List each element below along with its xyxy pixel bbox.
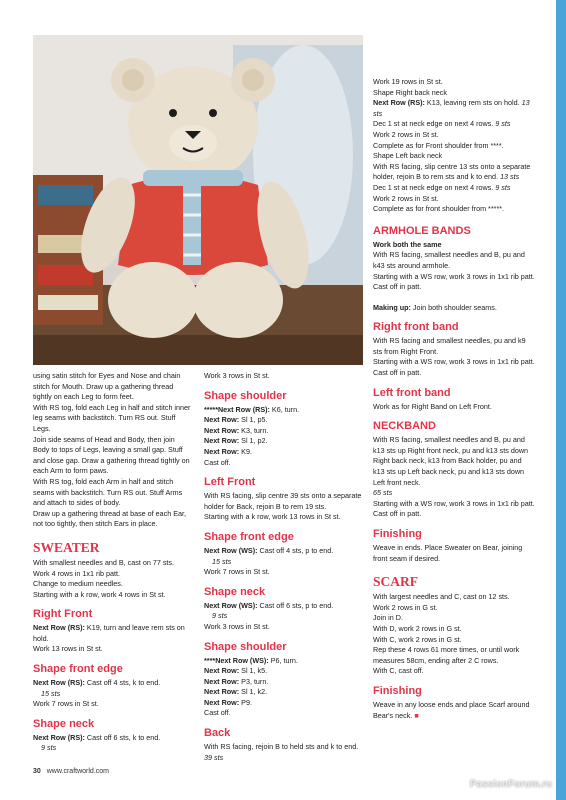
stitch-count: 65 sts bbox=[373, 488, 393, 498]
cast-off-text: Cast off. bbox=[204, 457, 231, 467]
shape-neck-heading: Shape neck bbox=[33, 717, 95, 730]
text-line: Shape Left back neck bbox=[373, 151, 443, 161]
shape-neck-heading: Shape neck bbox=[204, 585, 266, 598]
row-instruction: Next Row: Sl 1, p5. bbox=[204, 415, 268, 425]
right-front-row-1: Next Row (RS): K19, turn and leave rem sts on hold. bbox=[33, 623, 185, 643]
text-line: Shape Right back neck bbox=[373, 87, 447, 97]
sweater-heading: SWEATER bbox=[33, 539, 100, 555]
shape-front-edge-heading: Shape front edge bbox=[33, 663, 123, 676]
row-instruction: Next Row: P9. bbox=[204, 697, 252, 707]
finishing-text: Weave in ends. Place Sweater on Bear, joining front seam if desired. bbox=[373, 543, 523, 563]
shape-shoulder-heading: Shape shoulder bbox=[204, 389, 287, 402]
page-number: 30 bbox=[33, 768, 41, 775]
row-instruction: Next Row: Sl 1, k5. bbox=[204, 666, 268, 676]
text-line: Complete as for front shoulder from *****. bbox=[373, 204, 505, 214]
intro-text: using satin stitch for Eyes and Nose and chain stitch for Mouth. Draw up a gathering thread tightly on each Leg to form feet. With RS tog, fold each Leg in half and stitch inner leg seams with backstitch. Turn RS out. Stuff Legs. Join side seams of Head and Body, then join Body to tops of Legs, leaving a small gap. Stuff and close gap. Draw a gathering thread tightly on each Arm to form paws. With RS tog, fold each Arm in half and stitch seams with backstitch. Turn RS out. Stuff Arms and attach to sides of body. Draw up a gathering thread at base of each Ear, not too tightly, then stitch Ears in place. bbox=[33, 371, 191, 529]
row-instruction: Next Row (WS): Cast off 4 sts, p to end. bbox=[204, 545, 334, 555]
text-line: Dec 1 st at neck edge on next 4 rows. 9 sts bbox=[373, 119, 511, 129]
scarf-text: With largest needles and C, cast on 12 sts. Work 2 rows in G st. Join in D. With D, work 2 rows in G st. With C, work 2 rows in G st. Rep these 4 rows 61 more times, or until work measures 58cm, ending after 2 C rows. With C, cast off. bbox=[373, 592, 520, 676]
finishing-text-2: Weave in any loose ends and place Scarf around Bear's neck. ■ bbox=[373, 699, 530, 720]
col2-top-text: Work 3 rows in St st. bbox=[204, 371, 270, 380]
cast-off-text: Cast off. bbox=[204, 708, 231, 718]
row-instruction: *****Next Row (RS): K6, turn. bbox=[204, 404, 300, 414]
neckband-heading: NECKBAND bbox=[373, 420, 436, 433]
left-front-text-2: Starting with a k row, work 13 rows in St st. bbox=[204, 512, 341, 522]
row-instruction: Work 7 rows in St st. bbox=[204, 567, 270, 577]
text-line: With RS facing, slip centre 13 sts onto a separate holder, rejoin B to rem sts and k to end. 13 sts bbox=[373, 161, 531, 182]
column-2 bbox=[204, 371, 366, 763]
page-edge-bar bbox=[556, 0, 566, 800]
shape-front-edge-row-1: Next Row (RS): Cast off 4 sts, k to end. bbox=[33, 678, 161, 688]
left-front-text-1: With RS facing, slip centre 39 sts onto a separate holder for Back, rejoin B to rem 19 sts. bbox=[204, 491, 362, 511]
stitch-count: 15 sts bbox=[41, 688, 61, 698]
stitch-count: 9 sts bbox=[212, 611, 228, 621]
armhole-bands-subtitle: Work both the same bbox=[373, 239, 442, 249]
finishing-heading: Finishing bbox=[373, 528, 422, 540]
row-instruction: Next Row: P3, turn. bbox=[204, 676, 269, 686]
armhole-bands-heading: ARMHOLE BANDS bbox=[373, 224, 471, 237]
row-instruction: Work 3 rows in St st. bbox=[204, 621, 270, 631]
column-3 bbox=[373, 77, 535, 721]
armhole-bands-text: With RS facing, smallest needles and B, pu and k43 sts around armhole. Starting with a WS row, work 3 rows in 1x1 rib patt. Cast off in patt. bbox=[373, 250, 535, 292]
row-instruction: Next Row: Sl 1, p2. bbox=[204, 436, 268, 446]
back-heading: Back bbox=[204, 727, 231, 740]
end-mark-icon: ■ bbox=[414, 710, 419, 720]
row-instruction: Next Row (RS): K13, leaving rem sts on hold. 13 sts bbox=[373, 98, 530, 118]
text-line: Work 2 rows in St st. bbox=[373, 129, 439, 139]
text-line: Work 2 rows in St st. bbox=[373, 193, 439, 203]
finishing-heading-2: Finishing bbox=[373, 684, 422, 697]
row-instruction: Next Row: K9. bbox=[204, 446, 252, 456]
teddy-bear-photo bbox=[33, 35, 363, 365]
right-front-band-heading: Right front band bbox=[373, 321, 459, 334]
column-1 bbox=[33, 371, 193, 754]
shape-neck-row-1: Next Row (RS): Cast off 6 sts, k to end. bbox=[33, 732, 161, 742]
sweater-body: With smallest needles and B, cast on 77 sts. Work 4 rows in 1x1 rib patt. Change to medium needles. Starting with a k row, work 4 rows in St st. bbox=[33, 557, 175, 599]
row-instruction: Next Row (WS): Cast off 6 sts, p to end. bbox=[204, 600, 334, 610]
shape-front-edge-heading: Shape front edge bbox=[204, 530, 294, 543]
scarf-heading: SCARF bbox=[373, 574, 419, 590]
text-line: Complete as for Front shoulder from ****. bbox=[373, 140, 504, 150]
text-line: Work 19 rows in St st. bbox=[373, 77, 443, 86]
watermark: PassionForum.ru bbox=[469, 779, 552, 790]
left-front-band-heading: Left front band bbox=[373, 386, 451, 399]
right-front-heading: Right Front bbox=[33, 608, 93, 621]
making-up-text: Making up: Join both shoulder seams. bbox=[373, 302, 497, 312]
row-instruction: Next Row: Sl 1, k2. bbox=[204, 687, 268, 697]
right-front-band-text: With RS facing and smallest needles, pu and k9 sts from Right Front. Starting with a WS row, work 3 rows in 1x1 rib patt. Cast off in patt. bbox=[373, 336, 535, 378]
shape-front-edge-row-2: Work 7 rows in St st. bbox=[33, 699, 99, 709]
row-instruction: Next Row: K3, turn. bbox=[204, 425, 269, 435]
left-front-band-text: Work as for Right Band on Left Front. bbox=[373, 401, 492, 411]
footer-website: www.craftworld.com bbox=[46, 768, 109, 775]
right-front-row-2: Work 13 rows in St st. bbox=[33, 644, 103, 654]
stitch-count: 9 sts bbox=[41, 743, 57, 753]
page-footer bbox=[33, 768, 109, 775]
neckband-text-2: Starting with a WS row, work 3 rows in 1x1 rib patt. Cast off in patt. bbox=[373, 498, 535, 519]
shape-shoulder-heading-2: Shape shoulder bbox=[204, 640, 287, 653]
text-line: Dec 1 st at neck edge on next 4 rows. 9 sts bbox=[373, 182, 511, 192]
row-instruction: ****Next Row (WS): P6, turn. bbox=[204, 655, 298, 665]
left-front-heading: Left Front bbox=[204, 476, 256, 489]
stitch-count: 15 sts bbox=[212, 556, 232, 566]
neckband-text-1: With RS facing, smallest needles and B, pu and k13 sts up Right front neck, pu and k13 sts down Right back neck, k13 from Back holder, pu and k13 sts up Left back neck, pu and k13 sts down Left front neck. bbox=[373, 435, 529, 487]
back-text: With RS facing, rejoin B to held sts and k to end. 39 sts bbox=[204, 742, 359, 762]
